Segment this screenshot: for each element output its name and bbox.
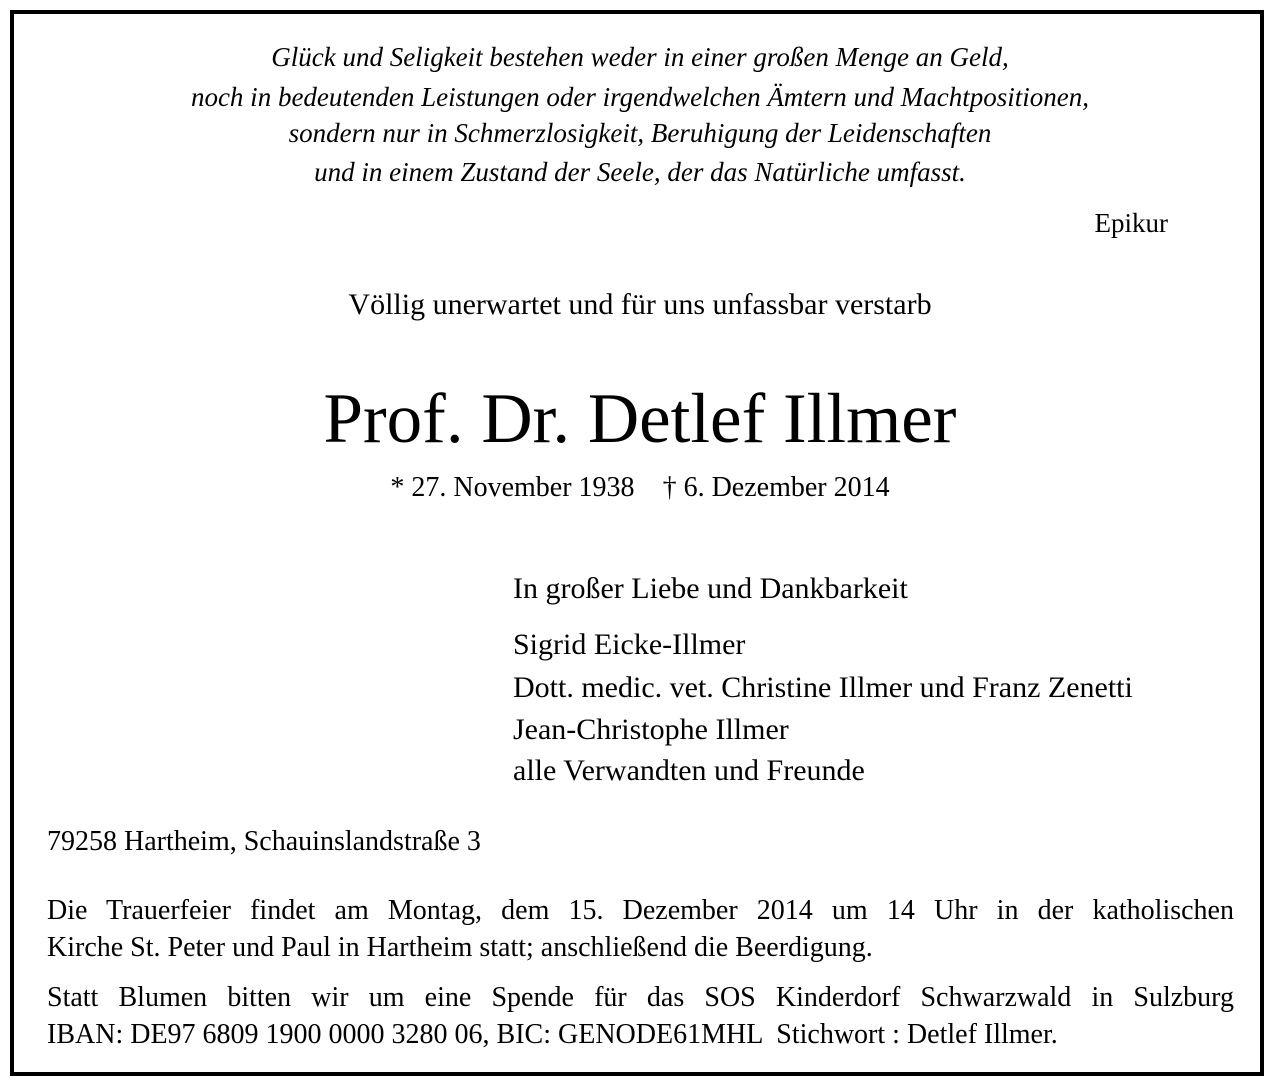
family-address: 79258 Hartheim, Schauinslandstraße 3 bbox=[47, 826, 481, 857]
mourner-name: alle Verwandten und Freunde bbox=[513, 754, 865, 787]
quote-line: sondern nur in Schmerzlosigkeit, Beruhigung der Leidenschaften bbox=[288, 118, 992, 148]
funeral-info-line: Die Trauerfeier findet am Montag, dem 15. Dezember 2014 um 14 Uhr in der katholischen bbox=[47, 895, 1234, 926]
death-date: † 6. Dezember 2014 bbox=[662, 472, 890, 503]
donation-bank-line: IBAN: DE97 6809 1900 0000 3280 06, BIC: GENODE61MHL Stichwort : Detlef Illmer. bbox=[47, 1019, 1058, 1050]
life-dates bbox=[0, 474, 1280, 502]
funeral-info-line: Kirche St. Peter und Paul in Hartheim statt; anschließend die Beerdigung. bbox=[47, 932, 873, 963]
announcement-intro: Völlig unerwartet und für uns unfassbar verstarb bbox=[348, 288, 932, 321]
quote-line: noch in bedeutenden Leistungen oder irgendwelchen Ämtern und Machtpositionen, bbox=[190, 82, 1090, 112]
mourner-name: Sigrid Eicke-Illmer bbox=[513, 628, 746, 661]
mourner-name: Jean-Christophe Illmer bbox=[513, 713, 789, 746]
mourner-name: Dott. medic. vet. Christine Illmer und Franz Zenetti bbox=[513, 671, 1133, 704]
deceased-name: Prof. Dr. Detlef Illmer bbox=[323, 380, 957, 458]
donation-info-line: Statt Blumen bitten wir um eine Spende für das SOS Kinderdorf Schwarzwald in Sulzburg bbox=[47, 982, 1234, 1013]
quote-line: Glück und Seligkeit bestehen weder in einer großen Menge an Geld, bbox=[271, 42, 1009, 72]
quote-line: und in einem Zustand der Seele, der das Natürliche umfasst. bbox=[314, 157, 966, 187]
mourners-heading: In großer Liebe und Dankbarkeit bbox=[513, 572, 908, 605]
birth-date: * 27. November 1938 bbox=[390, 472, 635, 503]
quote-author: Epikur bbox=[1094, 208, 1168, 238]
